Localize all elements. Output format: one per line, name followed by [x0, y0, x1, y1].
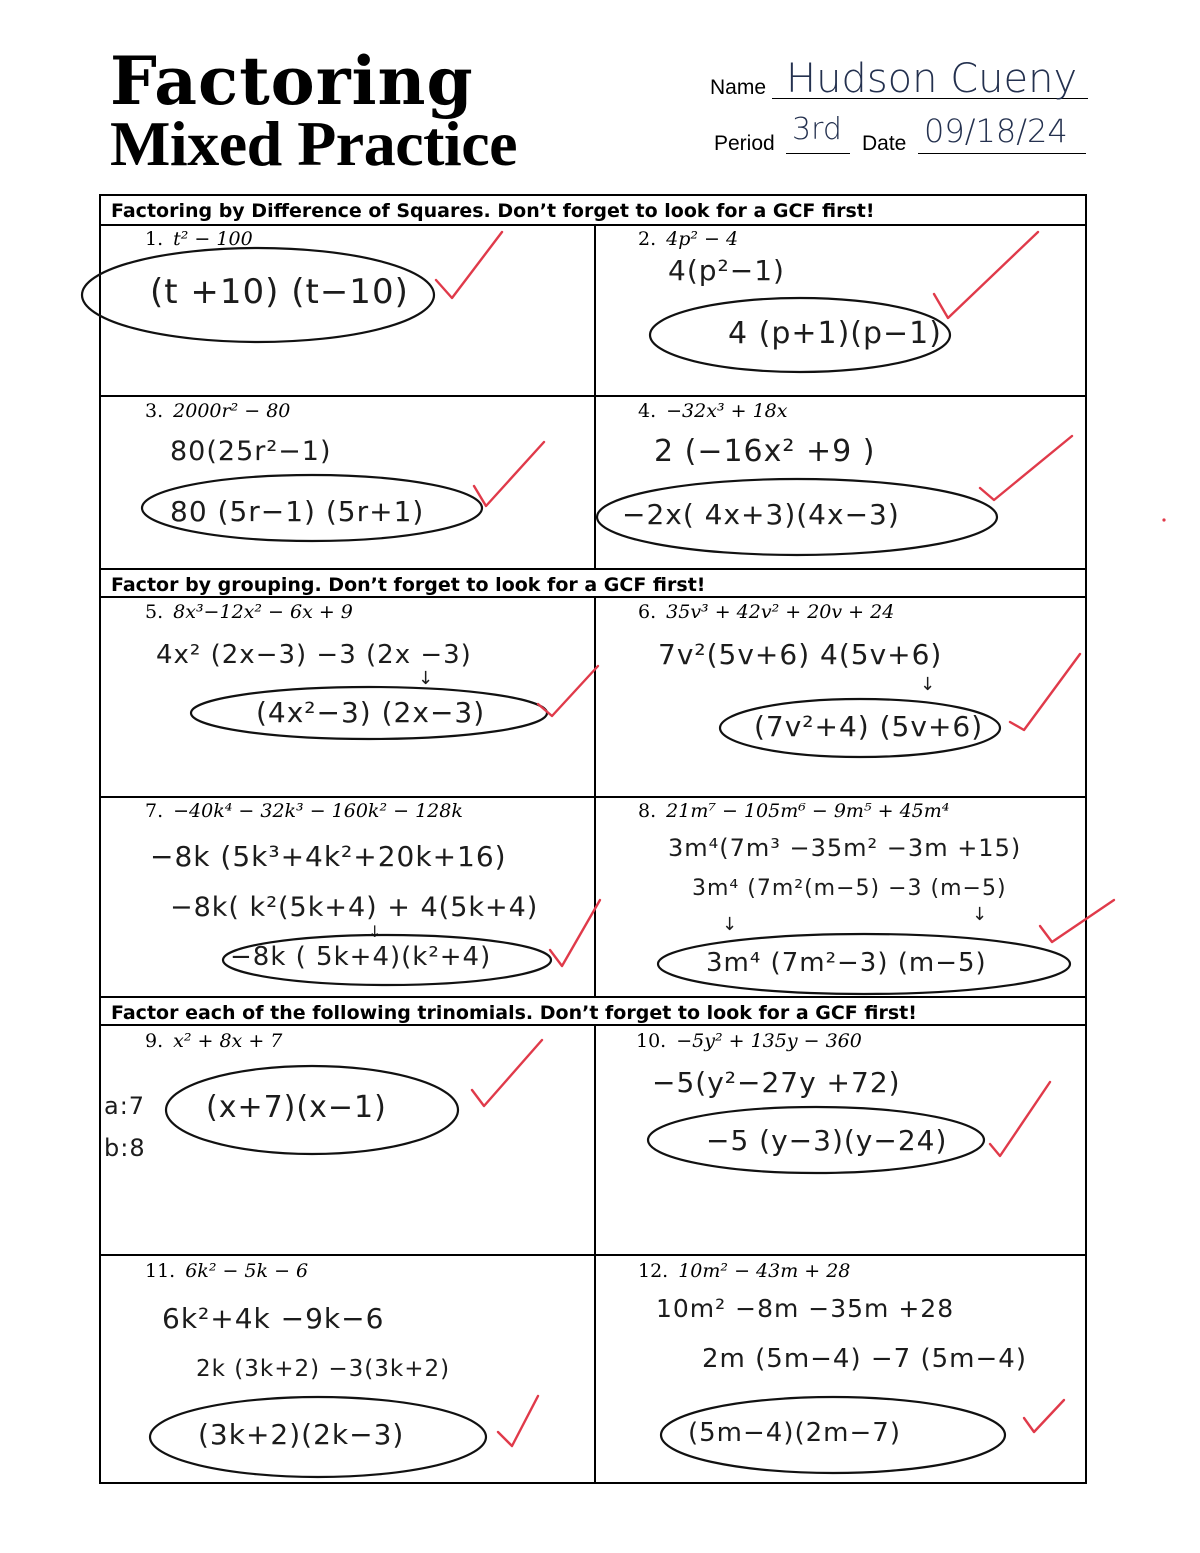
- checkmark-icon: [1040, 900, 1114, 942]
- checkmark-icon: [550, 900, 600, 966]
- work-10-answer: −5 (y−3)(y−24): [706, 1124, 948, 1157]
- problem-number: 9.: [145, 1030, 164, 1052]
- work-7-arrow: ↓: [368, 922, 383, 941]
- answer-circle: [191, 687, 547, 739]
- work-8-answer: 3m⁴ (7m²−3) (m−5): [706, 948, 987, 978]
- checkmark-icon: [1024, 1400, 1064, 1432]
- answer-circle: [142, 475, 482, 541]
- work-6-arrow: ↓: [920, 674, 937, 695]
- date-value[interactable]: 09/18/24: [924, 112, 1068, 150]
- work-11-answer: (3k+2)(2k−3): [198, 1418, 405, 1451]
- answer-circle: [720, 699, 1000, 757]
- problem-number: 3.: [145, 400, 164, 422]
- work-6-answer: (7v²+4) (5v+6): [754, 710, 984, 743]
- answer-circle: [150, 1397, 486, 1477]
- checkmark-icon: [934, 232, 1038, 318]
- work-2-step: 4(p²−1): [668, 254, 785, 287]
- work-12-step1: 10m² −8m −35m +28: [656, 1294, 955, 1323]
- worksheet-subtitle: Mixed Practice: [110, 108, 517, 179]
- answer-circle: [166, 1066, 458, 1154]
- answer-circle: [597, 479, 997, 555]
- section-heading-trinomials: Factor each of the following trinomials. Don’t forget to look for a GCF first!: [101, 996, 1085, 1026]
- worksheet-title: Factoring: [110, 42, 474, 120]
- work-11-step1: 6k²+4k −9k−6: [162, 1302, 385, 1335]
- answer-circle: [648, 1107, 984, 1173]
- work-12-answer: (5m−4)(2m−7): [688, 1418, 901, 1448]
- answer-circle: [661, 1397, 1005, 1473]
- checkmark-icon: [474, 442, 544, 506]
- work-2-answer: 4 (p+1)(p−1): [728, 316, 942, 351]
- work-9-answer: (x+7)(x−1): [206, 1090, 387, 1125]
- answer-circle: [658, 934, 1070, 994]
- section-heading-difference-of-squares: Factoring by Difference of Squares. Don’t forget to look for a GCF first!: [101, 196, 1085, 226]
- work-11-step2: 2k (3k+2) −3(3k+2): [196, 1356, 451, 1382]
- work-8-arrow-left: ↓: [722, 914, 739, 935]
- problem-expression: −32x³ + 18x: [666, 400, 788, 422]
- work-7-step2: −8k( k²(5k+4) + 4(5k+4): [170, 892, 539, 923]
- problem-expression: 4p² − 4: [666, 228, 739, 250]
- work-4-answer: −2x( 4x+3)(4x−3): [622, 498, 900, 531]
- problem-number: 12.: [638, 1260, 669, 1282]
- checkmark-icon: [980, 436, 1072, 500]
- problem-expression: 10m² − 43m + 28: [678, 1260, 851, 1282]
- checkmark-icon: [498, 1396, 538, 1446]
- answer-circle: [650, 298, 950, 372]
- problem-number: 10.: [636, 1030, 667, 1052]
- period-label: Period: [714, 132, 775, 155]
- problem-expression: 8x³−12x² − 6x + 9: [173, 601, 353, 623]
- ink-dot: [1162, 518, 1165, 521]
- problem-number: 11.: [145, 1260, 176, 1282]
- problem-expression: 6k² − 5k − 6: [185, 1260, 309, 1282]
- problem-number: 4.: [638, 400, 657, 422]
- problem-expression: 2000r² − 80: [173, 400, 291, 422]
- work-9-a: a:7: [104, 1092, 146, 1120]
- section-heading-grouping: Factor by grouping. Don’t forget to look for a GCF first!: [101, 568, 1085, 598]
- answer-circle: [223, 935, 551, 985]
- answer-circle: [82, 248, 434, 342]
- problem-expression: t² − 100: [173, 228, 253, 250]
- work-9-b: b:8: [104, 1134, 146, 1162]
- name-value[interactable]: Hudson Cueny: [786, 56, 1078, 102]
- checkmark-icon: [472, 1040, 542, 1106]
- work-8-arrow-right: ↓: [972, 904, 989, 925]
- work-4-step: 2 (−16x² +9 ): [654, 434, 876, 469]
- problem-number: 8.: [638, 800, 657, 822]
- problem-number: 1.: [145, 228, 164, 250]
- work-8-step2: 3m⁴ (7m²(m−5) −3 (m−5): [692, 876, 1007, 901]
- work-5-answer: (4x²−3) (2x−3): [256, 696, 486, 729]
- problem-expression: x² + 8x + 7: [173, 1030, 283, 1052]
- work-3-step: 80(25r²−1): [170, 436, 332, 467]
- problem-expression: −5y² + 135y − 360: [676, 1030, 862, 1052]
- problem-number: 2.: [638, 228, 657, 250]
- work-12-step2: 2m (5m−4) −7 (5m−4): [702, 1344, 1027, 1374]
- problem-expression: 21m⁷ − 105m⁶ − 9m⁵ + 45m⁴: [666, 800, 950, 822]
- problem-number: 5.: [145, 601, 164, 623]
- work-10-step: −5(y²−27y +72): [652, 1066, 901, 1099]
- work-5-arrow: ↓: [418, 668, 435, 689]
- work-5-step: 4x² (2x−3) −3 (2x −3): [156, 640, 472, 670]
- work-1-answer: (t +10) (t−10): [150, 272, 409, 312]
- date-label: Date: [862, 132, 907, 155]
- problem-number: 6.: [638, 601, 657, 623]
- work-7-step1: −8k (5k³+4k²+20k+16): [150, 840, 507, 873]
- problem-expression: −40k⁴ − 32k³ − 160k² − 128k: [173, 800, 463, 822]
- period-value[interactable]: 3rd: [792, 112, 842, 147]
- work-8-step1: 3m⁴(7m³ −35m² −3m +15): [668, 834, 1022, 862]
- work-7-answer: −8k ( 5k+4)(k²+4): [230, 942, 492, 972]
- checkmark-icon: [436, 232, 502, 298]
- work-3-answer: 80 (5r−1) (5r+1): [170, 495, 425, 528]
- checkmark-icon: [538, 666, 598, 716]
- name-label: Name: [710, 76, 767, 99]
- problem-number: 7.: [145, 800, 164, 822]
- checkmark-icon: [1010, 654, 1080, 730]
- work-6-step: 7v²(5v+6) 4(5v+6): [658, 638, 943, 671]
- problem-expression: 35v³ + 42v² + 20v + 24: [666, 601, 895, 623]
- checkmark-icon: [990, 1082, 1050, 1156]
